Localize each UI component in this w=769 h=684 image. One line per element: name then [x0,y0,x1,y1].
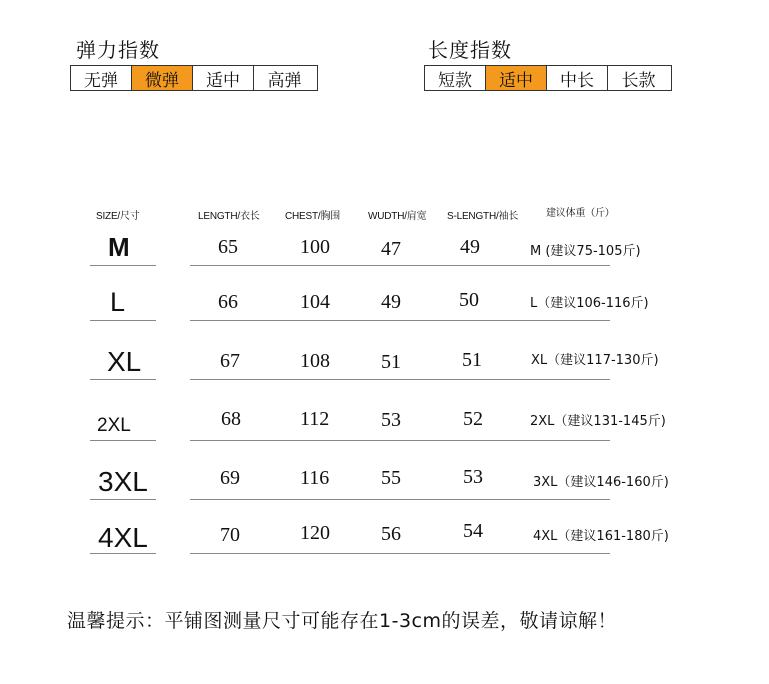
cell-sleeve: 52 [463,408,483,430]
cell-length: 69 [220,467,240,489]
length-option-short: 短款 [425,66,486,90]
row-divider [190,553,610,554]
length-index-title: 长度指数 [428,38,512,62]
cell-chest: 112 [300,408,330,430]
length-index-options [424,65,672,91]
size-label: 3XL [98,466,148,497]
row-divider [190,440,610,441]
cell-recommend: 4XL（建议161-180斤) [533,529,669,544]
size-label: 4XL [98,522,148,553]
size-label: M [108,232,130,262]
header-sleeve: S-LENGTH/袖长 [447,211,519,222]
size-label: 2XL [97,415,131,436]
cell-width: 51 [381,351,401,373]
cell-width: 55 [381,467,401,489]
row-divider-size [90,499,156,500]
row-divider-size [90,553,156,554]
cell-recommend: L（建议106-116斤) [530,296,649,311]
footer-tip: 温馨提示：平铺图测量尺寸可能存在1-3cm的误差，敬请谅解！ [67,610,617,632]
elasticity-option-medium: 适中 [193,66,254,90]
row-divider-size [90,440,156,441]
length-option-mid-long: 中长 [547,66,608,90]
row-divider [190,265,610,266]
row-divider-size [90,265,156,266]
header-chest: CHEST/胸围 [285,211,341,222]
row-divider-size [90,379,156,380]
cell-sleeve: 53 [463,466,483,488]
cell-sleeve: 54 [463,520,483,542]
cell-length: 68 [221,408,241,430]
size-label: L [110,287,126,317]
row-divider [190,320,610,321]
cell-width: 49 [381,291,401,313]
elasticity-option-none: 无弹 [71,66,132,90]
cell-width: 53 [381,409,401,431]
cell-chest: 120 [300,522,330,544]
cell-sleeve: 50 [459,289,479,311]
elasticity-option-slight: 微弹 [132,66,193,90]
header-size: SIZE/尺寸 [96,211,140,222]
cell-recommend: 3XL（建议146-160斤) [533,475,669,490]
cell-chest: 104 [300,291,330,313]
cell-chest: 108 [300,350,330,372]
row-divider [190,379,610,380]
row-divider [190,499,610,500]
length-option-medium: 适中 [486,66,547,90]
header-length: LENGTH/衣长 [198,211,260,222]
cell-recommend: M (建议75-105斤) [530,244,641,259]
cell-recommend: 2XL（建议131-145斤) [530,414,666,429]
cell-width: 47 [381,238,401,260]
header-recommend: 建议体重（斤） [546,208,615,219]
cell-length: 67 [220,350,240,372]
elasticity-title: 弹力指数 [76,38,160,62]
length-option-long: 长款 [608,66,669,90]
header-width: WUDTH/肩宽 [368,211,427,222]
cell-length: 70 [220,524,240,546]
cell-sleeve: 51 [462,349,482,371]
cell-length: 66 [218,291,238,313]
cell-length: 65 [218,236,238,258]
row-divider-size [90,320,156,321]
cell-recommend: XL（建议117-130斤) [531,353,659,368]
cell-chest: 100 [300,236,330,258]
elasticity-options [70,65,318,91]
size-label: XL [107,346,142,377]
cell-width: 56 [381,523,401,545]
cell-sleeve: 49 [460,236,480,258]
elasticity-option-high: 高弹 [254,66,315,90]
cell-chest: 116 [300,467,330,489]
